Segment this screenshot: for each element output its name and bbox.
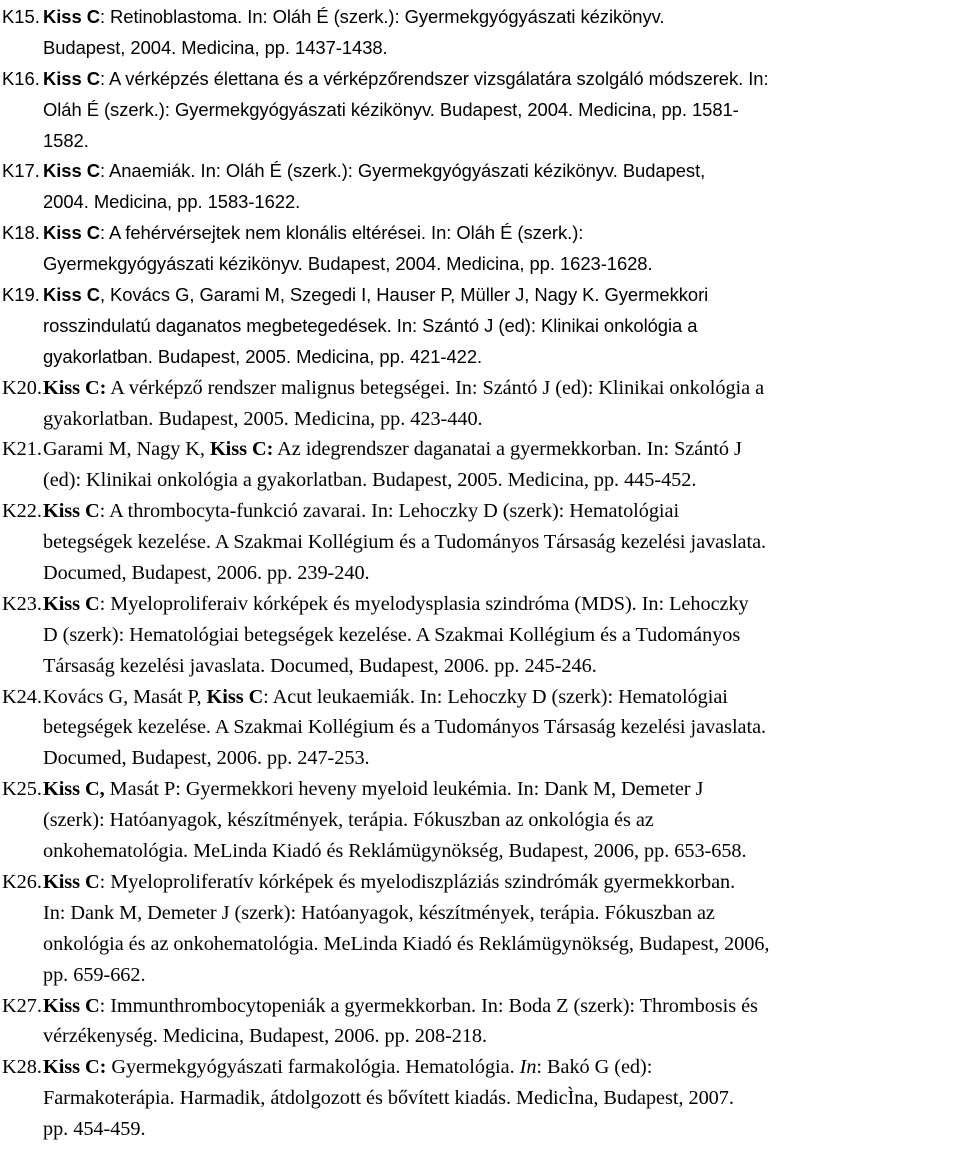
reference-text: (ed): Klinikai onkológia a gyakorlatban. Budapest, 2005. Medicina, pp. 445-452. [43,469,697,492]
reference-line [43,342,956,373]
reference-line [43,558,956,589]
reference-text: : Myeloproliferaiv kórképek és myelodysplasia szindróma (MDS). In: Lehoczky [99,592,749,615]
reference-entry [0,496,960,589]
reference-line [43,836,956,867]
reference-text: : A thrombocyta-funkció zavarai. In: Lehoczky D (szerk): Hematológiai [99,500,680,523]
reference-line [43,373,956,404]
reference-line [43,1083,956,1114]
author-highlight: Kiss C: [43,376,107,399]
reference-text: Documed, Budapest, 2006. pp. 239-240. [43,562,370,585]
reference-line [43,929,956,960]
reference-number: K25. [2,778,42,801]
reference-line [43,1021,956,1052]
reference-text: : Retinoblastoma. In: Oláh É (szerk.): Gyermekgyógyászati kézikönyv. [99,6,665,27]
reference-number: K15. [2,6,40,27]
reference-line [43,960,956,991]
reference-line [43,805,956,836]
reference-text: 2004. Medicina, pp. 1583-1622. [43,191,301,213]
reference-line [43,434,956,465]
reference-entry [0,867,960,991]
reference-line [43,651,956,682]
author-highlight: Kiss C [43,6,100,27]
reference-line [43,774,956,805]
reference-text: rosszindulatú daganatos megbetegedések. In: Szántó J (ed): Klinikai onkológia a [43,314,698,336]
author-highlight: Kiss C [43,500,100,523]
reference-line [43,249,956,280]
reference-text: gyakorlatban. Budapest, 2005. Medicina, pp. 421-422. [43,345,483,367]
reference-entry [0,218,960,280]
reference-line [43,2,956,33]
reference-text: pp. 659-662. [43,963,146,986]
reference-text: Oláh É (szerk.): Gyermekgyógyászati kézikönyv. Budapest, 2004. Medicina, pp. 1581- [43,98,739,120]
reference-text: , Kovács G, Garami M, Szegedi I, Hauser P, Müller J, Nagy K. Gyermekkori [99,284,709,306]
author-highlight: Kiss C: [43,1056,107,1079]
reference-line [43,743,956,774]
reference-line [43,33,956,64]
reference-entry [0,991,960,1053]
reference-entry [0,1052,960,1145]
reference-text: 1582. [43,129,89,151]
reference-number: K16. [2,67,40,89]
reference-entry [0,2,960,64]
reference-line [43,589,956,620]
reference-text: vérzékenység. Medicina, Budapest, 2006. pp. 208-218. [43,1025,488,1048]
reference-line [43,156,956,187]
reference-text: : Immunthrombocytopeniák a gyermekkorban. In: Boda Z (szerk): Thrombosis és [99,994,758,1017]
reference-text: onkológia és az onkohematológia. MeLinda Kiadó és Reklámügynökség, Budapest, 2006, [43,932,770,955]
reference-text: D (szerk): Hematológiai betegségek kezelése. A Szakmai Kollégium és a Tudományos [43,623,741,646]
reference-number: K19. [2,284,40,306]
reference-number: K28. [2,1056,42,1079]
reference-text: betegségek kezelése. A Szakmai Kollégium és a Tudományos Társaság kezelési javaslata. [43,716,767,739]
author-highlight: Kiss C [43,222,100,244]
reference-line [43,1052,956,1083]
reference-text: Kovács G, Masát P, [43,685,207,708]
author-highlight: Kiss C [43,284,100,306]
reference-number: K23. [2,592,42,615]
author-highlight: Kiss C [43,160,100,182]
reference-line [43,311,956,342]
reference-text: : A vérképzés élettana és a vérképzőrendszer vizsgálatára szolgáló módszerek. In: [99,67,769,89]
reference-line [43,867,956,898]
reference-line [43,280,956,311]
reference-line [43,496,956,527]
reference-line [43,465,956,496]
reference-line [43,620,956,651]
reference-text: Gyermekgyógyászati kézikönyv. Budapest, 2004. Medicina, pp. 1623-1628. [43,253,653,275]
reference-line [43,991,956,1022]
reference-text: : A fehérvérsejtek nem klonális eltérései. In: Oláh É (szerk.): [99,222,584,244]
reference-entry [0,774,960,867]
reference-text: Documed, Budapest, 2006. pp. 247-253. [43,747,370,770]
reference-entry [0,156,960,218]
reference-text: betegségek kezelése. A Szakmai Kollégium és a Tudományos Társaság kezelési javaslata. [43,531,767,554]
reference-number: K17. [2,160,40,182]
reference-text: : Bakó G (ed): [536,1056,653,1079]
author-highlight: Kiss C, [43,778,105,801]
reference-line [43,95,956,126]
reference-number: K26. [2,870,42,893]
reference-text: In: Dank M, Demeter J (szerk): Hatóanyagok, készítmények, terápia. Fókuszban az [43,901,715,924]
author-highlight: Kiss C [43,67,100,89]
reference-number: K24. [2,685,42,708]
reference-text: gyakorlatban. Budapest, 2005. Medicina, pp. 423-440. [43,407,483,430]
reference-entry [0,280,960,373]
reference-line [43,682,956,713]
reference-line [43,712,956,743]
reference-text: Masát P: Gyermekkori heveny myeloid leukémia. In: Dank M, Demeter J [104,778,704,801]
reference-entry [0,64,960,157]
reference-line [43,64,956,95]
reference-line [43,187,956,218]
reference-number: K18. [2,222,40,244]
reference-text: Gyermekgyógyászati farmakológia. Hematológia. [106,1056,520,1079]
reference-text: Társaság kezelési javaslata. Documed, Budapest, 2006. pp. 245-246. [43,654,597,677]
reference-text: pp. 454-459. [43,1118,146,1141]
reference-entry [0,682,960,775]
reference-text: Garami M, Nagy K, [43,438,210,461]
reference-text: : Anaemiák. In: Oláh É (szerk.): Gyermekgyógyászati kézikönyv. Budapest, [99,160,706,182]
reference-entry [0,373,960,435]
reference-text: : Myeloproliferatív kórképek és myelodiszpláziás szindrómák gyermekkorban. [99,870,736,893]
author-highlight: Kiss C [43,592,100,615]
reference-text: In [519,1056,537,1079]
reference-text: Farmakoterápia. Harmadik, átdolgozott és bővített kiadás. MedicÌna, Budapest, 2007. [43,1087,734,1110]
reference-line [43,218,956,249]
reference-number: K21. [2,438,42,461]
reference-entry [0,434,960,496]
reference-text: A vérképző rendszer malignus betegségei. In: Szántó J (ed): Klinikai onkológia a [106,376,765,399]
reference-number: K27. [2,994,42,1017]
reference-text: (szerk): Hatóanyagok, készítmények, terápia. Fókuszban az onkológia és az [43,809,654,832]
reference-line [43,404,956,435]
reference-number: K20. [2,376,42,399]
reference-text: Az idegrendszer daganatai a gyermekkorban. In: Szántó J [273,438,742,461]
author-highlight: Kiss C [43,994,100,1017]
reference-entry [0,589,960,682]
reference-number: K22. [2,500,42,523]
reference-text: Budapest, 2004. Medicina, pp. 1437-1438. [43,36,388,58]
reference-line [43,527,956,558]
reference-text: onkohematológia. MeLinda Kiadó és Reklámügynökség, Budapest, 2006, pp. 653-658. [43,840,747,863]
reference-line [43,126,956,157]
author-highlight: Kiss C [206,685,264,708]
reference-line [43,1114,956,1145]
author-highlight: Kiss C [43,870,100,893]
reference-line [43,898,956,929]
author-highlight: Kiss C: [209,438,274,461]
reference-text: : Acut leukaemiák. In: Lehoczky D (szerk): Hematológiai [263,685,728,708]
